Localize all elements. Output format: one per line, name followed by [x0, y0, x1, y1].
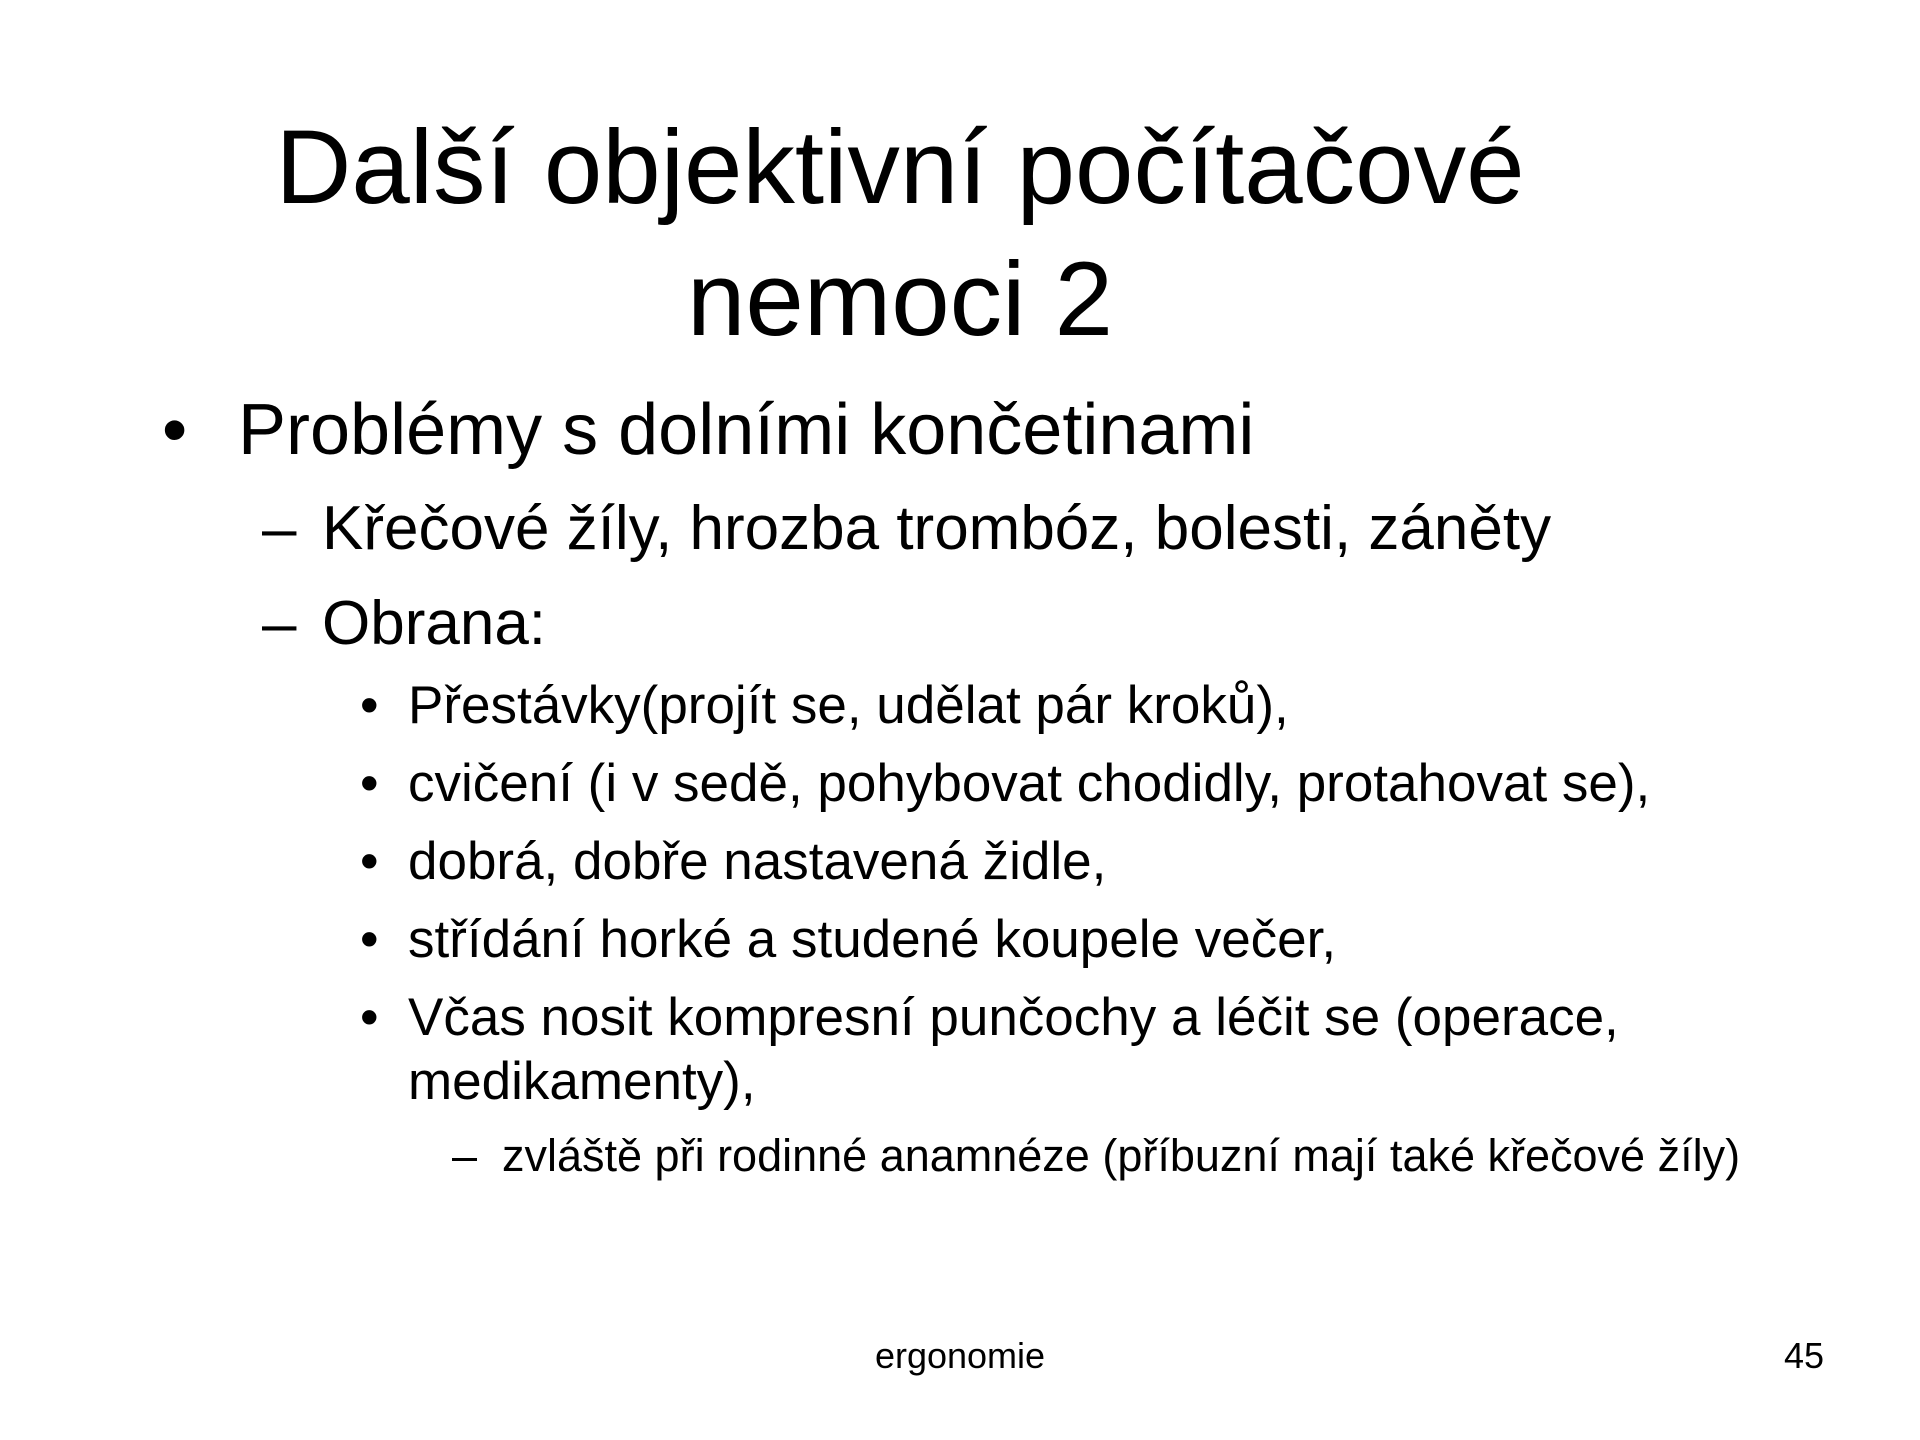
- slide-title-line-1: Další objektivní počítačové: [275, 109, 1525, 226]
- bullet-text: Přestávky(projít se, udělat pár kroků),: [408, 676, 1289, 735]
- dash-marker: –: [262, 494, 297, 563]
- bullet-level3-item: [360, 752, 1800, 816]
- bullet-level3-item: [360, 830, 1800, 894]
- bullet-level3-item: [360, 674, 1800, 738]
- bullet-level3-item: [360, 986, 1800, 1114]
- footer-text: ergonomie: [874, 1335, 1046, 1376]
- slide-title-line-2: nemoci 2: [686, 241, 1114, 358]
- bullet-marker: •: [162, 390, 188, 470]
- bullet-level3-item: [360, 908, 1800, 972]
- slide-title: [160, 102, 1640, 366]
- bullet-marker: •: [360, 676, 379, 735]
- bullet-marker: •: [360, 754, 379, 813]
- bullet-marker: •: [360, 832, 379, 891]
- dash-marker: –: [452, 1130, 478, 1181]
- bullet-level4-item: [452, 1128, 1782, 1184]
- dash-marker: –: [262, 589, 297, 658]
- page-number: 45: [1783, 1335, 1824, 1376]
- bullet-text: Problémy s dolními končetinami: [238, 390, 1255, 470]
- bullet-marker: •: [360, 910, 379, 969]
- bullet-text: Obrana:: [322, 589, 547, 658]
- bullet-text: Včas nosit kompresní punčochy a léčit se (operace, medikamenty),: [408, 988, 1619, 1111]
- bullet-text: dobrá, dobře nastavená židle,: [408, 832, 1107, 891]
- bullet-text: cvičení (i v sedě, pohybovat chodidly, protahovat se),: [408, 754, 1651, 813]
- bullet-text: zvláště při rodinné anamnéze (příbuzní mají také křečové žíly): [502, 1130, 1741, 1181]
- bullet-text: střídání horké a studené koupele večer,: [408, 910, 1337, 969]
- bullet-text: Křečové žíly, hrozba trombóz, bolesti, záněty: [322, 494, 1552, 563]
- bullet-marker: •: [360, 988, 379, 1047]
